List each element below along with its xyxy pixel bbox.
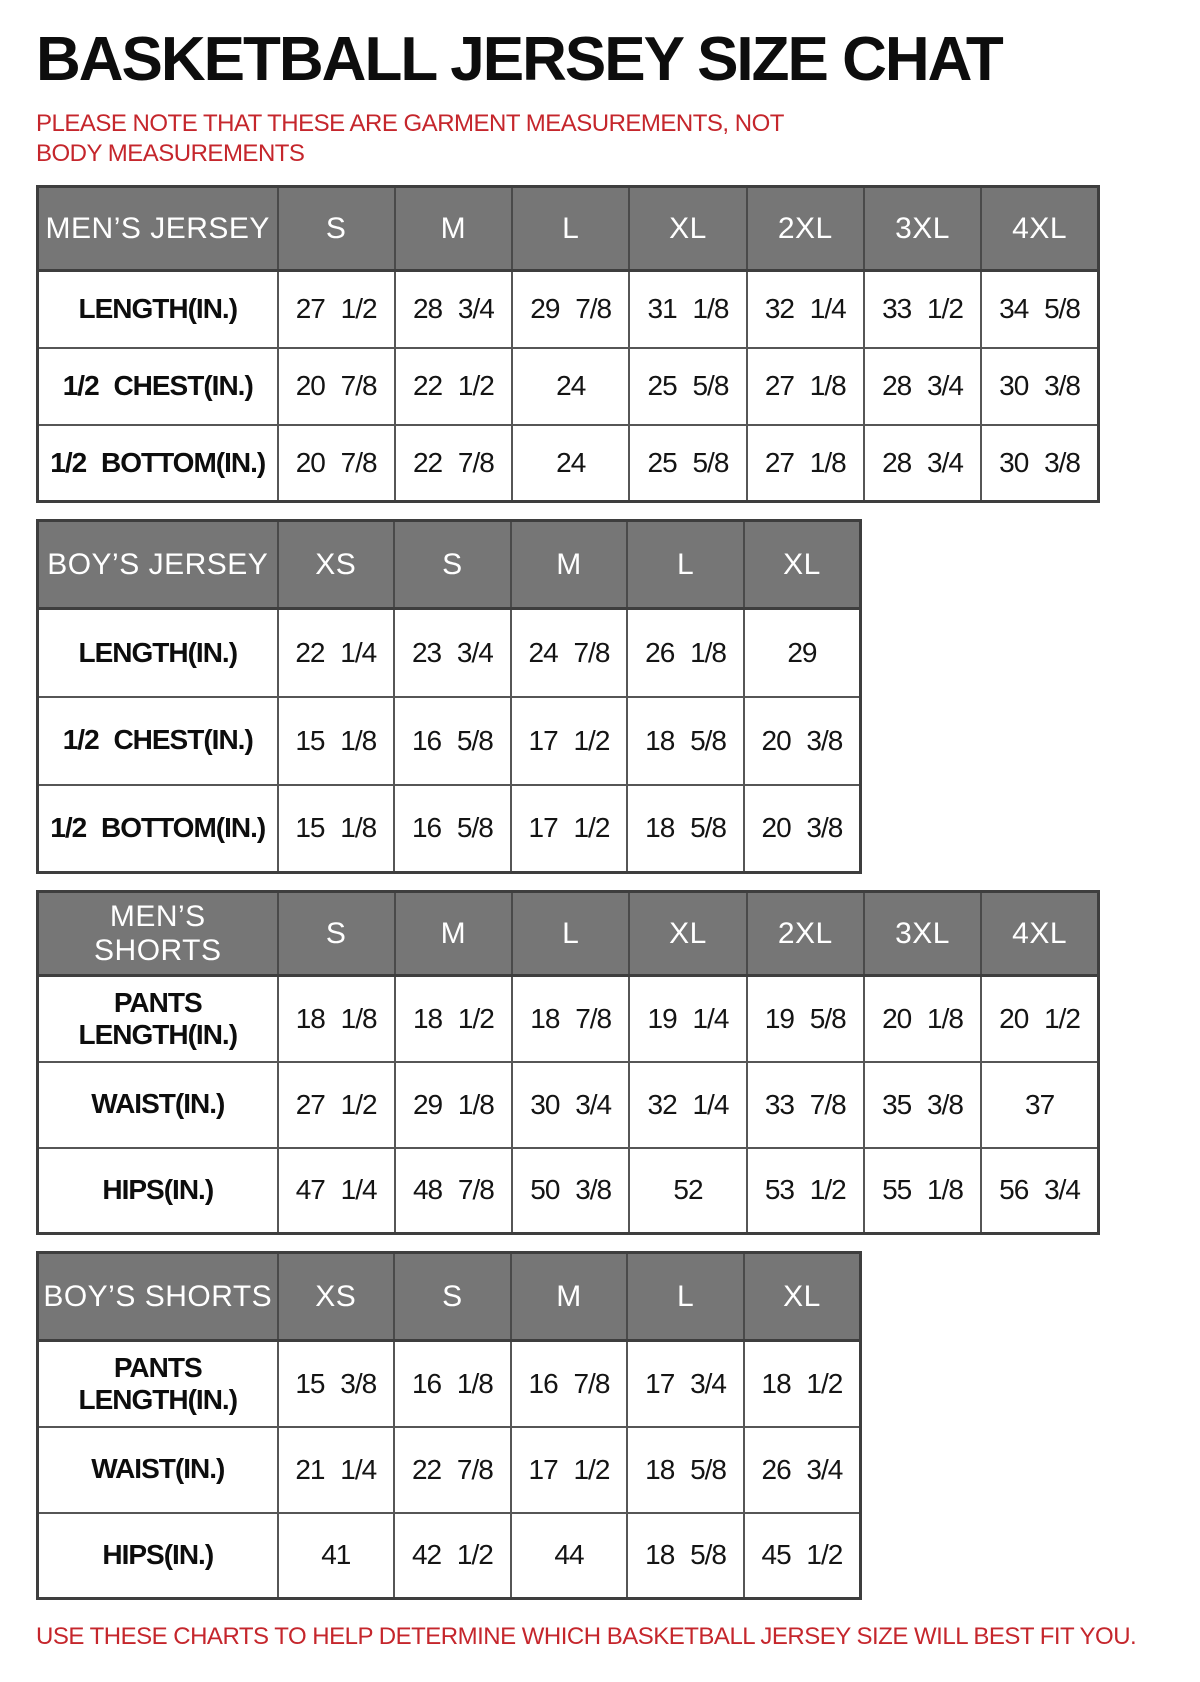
size-value-cell: 16 5/8 [394,785,511,873]
size-value-cell: 19 1/4 [629,976,746,1062]
size-value-cell: 56 3/4 [981,1148,1098,1234]
size-column-header: S [278,187,395,271]
size-value-cell: 15 1/8 [278,697,395,785]
size-column-header: XL [629,892,746,976]
size-column-header: XS [278,521,395,609]
size-value-cell: 20 1/8 [864,976,981,1062]
size-value-cell: 18 5/8 [627,697,744,785]
size-value-cell: 28 3/4 [395,271,512,348]
size-table-mens-shorts [36,890,1100,1235]
size-value-cell: 48 7/8 [395,1148,512,1234]
size-value-cell: 25 5/8 [629,425,746,502]
row-label: PANTS LENGTH(IN.) [38,976,278,1062]
size-value-cell: 29 7/8 [512,271,629,348]
size-value-cell: 29 1/8 [395,1062,512,1148]
size-column-header: M [511,521,628,609]
size-value-cell: 32 1/4 [629,1062,746,1148]
size-value-cell: 17 1/2 [511,785,628,873]
row-label: HIPS(IN.) [38,1513,278,1599]
size-value-cell: 25 5/8 [629,348,746,425]
size-column-header: M [511,1253,628,1341]
size-value-cell: 28 3/4 [864,348,981,425]
size-value-cell: 52 [629,1148,746,1234]
size-column-header: M [395,892,512,976]
size-value-cell: 34 5/8 [981,271,1098,348]
size-column-header: L [627,521,744,609]
table-row [38,785,861,873]
size-value-cell: 16 1/8 [394,1341,511,1427]
size-value-cell: 24 7/8 [511,609,628,697]
size-value-cell: 20 7/8 [278,425,395,502]
row-label: WAIST(IN.) [38,1062,278,1148]
row-label: PANTS LENGTH(IN.) [38,1341,278,1427]
size-column-header: XL [744,1253,861,1341]
size-value-cell: 18 1/2 [395,976,512,1062]
size-value-cell: 28 3/4 [864,425,981,502]
size-column-header: XL [629,187,746,271]
size-column-header: XS [278,1253,395,1341]
size-column-header: XL [744,521,861,609]
size-value-cell: 21 1/4 [278,1427,395,1513]
size-value-cell: 31 1/8 [629,271,746,348]
size-value-cell: 27 1/2 [278,1062,395,1148]
size-value-cell: 18 7/8 [512,976,629,1062]
size-column-header: L [512,892,629,976]
size-value-cell: 20 3/8 [744,785,861,873]
size-value-cell: 26 3/4 [744,1427,861,1513]
size-value-cell: 16 7/8 [511,1341,628,1427]
size-value-cell: 44 [511,1513,628,1599]
size-value-cell: 23 3/4 [394,609,511,697]
size-value-cell: 22 7/8 [395,425,512,502]
row-label: LENGTH(IN.) [38,271,278,348]
table-row [38,1427,861,1513]
table-title-cell-mens-jersey: MEN’S JERSEY [38,187,278,271]
table-row [38,1062,1099,1148]
row-label: HIPS(IN.) [38,1148,278,1234]
size-value-cell: 35 3/8 [864,1062,981,1148]
size-column-header: S [394,1253,511,1341]
table-row [38,271,1099,348]
size-value-cell: 55 1/8 [864,1148,981,1234]
size-value-cell: 18 5/8 [627,1513,744,1599]
table-row [38,697,861,785]
size-value-cell: 33 7/8 [747,1062,864,1148]
size-value-cell: 50 3/8 [512,1148,629,1234]
size-value-cell: 15 1/8 [278,785,395,873]
size-column-header: L [627,1253,744,1341]
size-table-mens-jersey [36,185,1100,503]
size-value-cell: 15 3/8 [278,1341,395,1427]
row-label: LENGTH(IN.) [38,609,278,697]
size-value-cell: 24 [512,348,629,425]
size-value-cell: 30 3/8 [981,348,1098,425]
size-value-cell: 22 1/4 [278,609,395,697]
table-title-cell-boys-jersey: BOY’S JERSEY [38,521,278,609]
size-value-cell: 45 1/2 [744,1513,861,1599]
table-title-cell-boys-shorts: BOY’S SHORTS [38,1253,278,1341]
row-label: 1/2 CHEST(IN.) [38,697,278,785]
size-value-cell: 33 1/2 [864,271,981,348]
size-value-cell: 30 3/4 [512,1062,629,1148]
size-value-cell: 42 1/2 [394,1513,511,1599]
size-value-cell: 16 5/8 [394,697,511,785]
table-row [38,348,1099,425]
row-label: 1/2 CHEST(IN.) [38,348,278,425]
size-value-cell: 24 [512,425,629,502]
table-row [38,425,1099,502]
table-row [38,976,1099,1062]
size-value-cell: 27 1/8 [747,425,864,502]
size-value-cell: 17 3/4 [627,1341,744,1427]
size-value-cell: 18 1/8 [278,976,395,1062]
size-value-cell: 18 5/8 [627,785,744,873]
size-value-cell: 18 1/2 [744,1341,861,1427]
table-row [38,609,861,697]
size-column-header: 3XL [864,892,981,976]
size-value-cell: 27 1/2 [278,271,395,348]
size-value-cell: 29 [744,609,861,697]
table-row [38,1341,861,1427]
size-column-header: 2XL [747,892,864,976]
size-value-cell: 30 3/8 [981,425,1098,502]
size-value-cell: 22 7/8 [394,1427,511,1513]
usage-note: USE THESE CHARTS TO HELP DETERMINE WHICH BASKETBALL JERSEY SIZE WILL BEST FIT YOU. [36,1623,1137,1650]
row-label: WAIST(IN.) [38,1427,278,1513]
size-value-cell: 17 1/2 [511,697,628,785]
size-value-cell: 27 1/8 [747,348,864,425]
size-value-cell: 37 [981,1062,1098,1148]
size-column-header: L [512,187,629,271]
page-title: BASKETBALL JERSEY SIZE CHAT [36,25,1002,94]
size-value-cell: 20 1/2 [981,976,1098,1062]
size-value-cell: 20 3/8 [744,697,861,785]
size-column-header: 2XL [747,187,864,271]
size-value-cell: 26 1/8 [627,609,744,697]
size-column-header: M [395,187,512,271]
garment-measurement-note: PLEASE NOTE THAT THESE ARE GARMENT MEASUREMENTS, NOT BODY MEASUREMENTS [36,110,784,167]
size-value-cell: 17 1/2 [511,1427,628,1513]
size-column-header: 3XL [864,187,981,271]
size-table-boys-shorts [36,1251,862,1600]
table-title-cell-mens-shorts: MEN’S SHORTS [38,892,278,976]
row-label: 1/2 BOTTOM(IN.) [38,425,278,502]
size-column-header: 4XL [981,187,1098,271]
size-value-cell: 53 1/2 [747,1148,864,1234]
size-value-cell: 18 5/8 [627,1427,744,1513]
size-column-header: S [394,521,511,609]
size-value-cell: 41 [278,1513,395,1599]
table-row [38,1513,861,1599]
size-value-cell: 47 1/4 [278,1148,395,1234]
size-table-boys-jersey [36,519,862,874]
size-value-cell: 32 1/4 [747,271,864,348]
size-tables-container [36,185,1170,1600]
size-value-cell: 19 5/8 [747,976,864,1062]
size-column-header: 4XL [981,892,1098,976]
size-value-cell: 22 1/2 [395,348,512,425]
size-value-cell: 20 7/8 [278,348,395,425]
row-label: 1/2 BOTTOM(IN.) [38,785,278,873]
size-column-header: S [278,892,395,976]
table-row [38,1148,1099,1234]
